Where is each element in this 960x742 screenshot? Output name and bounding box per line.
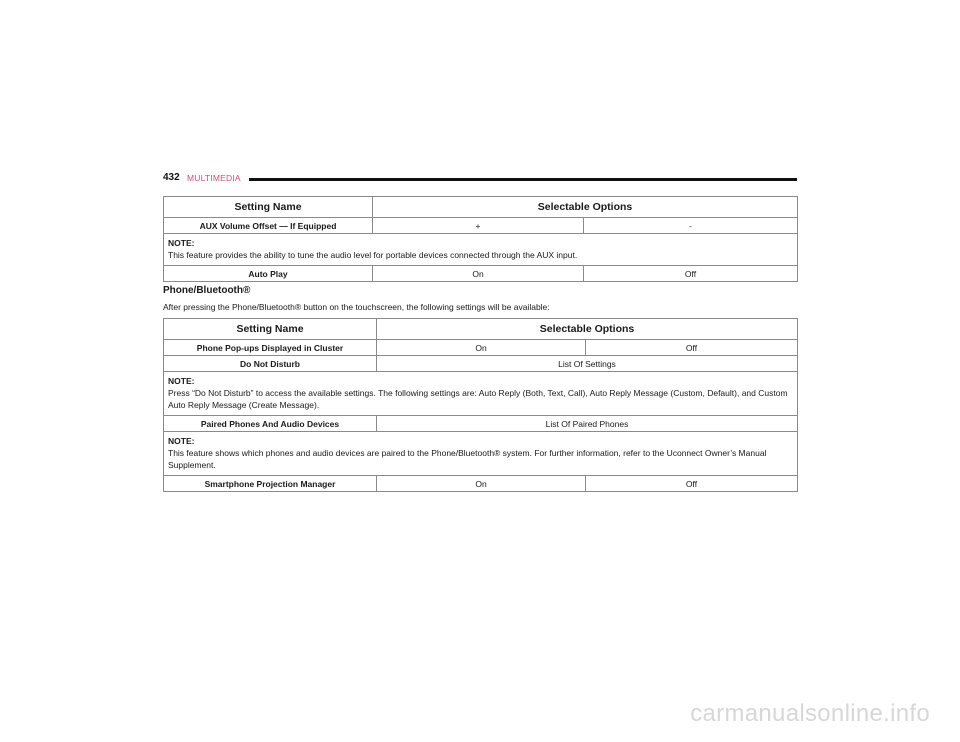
table-row [164,266,798,282]
note-cell [164,234,798,266]
option-cell: + [373,218,584,234]
table-row [164,356,798,372]
note-row [164,234,798,266]
option-cell: List Of Settings [377,356,798,372]
column-header-selectable-options: Selectable Options [377,319,798,340]
note-label: NOTE: [168,376,195,386]
setting-name-cell: Auto Play [164,266,373,282]
note-cell [164,432,798,476]
note-text: This feature provides the ability to tune the audio level for portable devices connected through the AUX input. [168,250,578,260]
option-cell: Off [586,340,798,356]
setting-name-cell: Paired Phones And Audio Devices [164,416,377,432]
table-row [164,416,798,432]
setting-name-cell: Smartphone Projection Manager [164,476,377,492]
note-text: Press “Do Not Disturb” to access the available settings. The following settings are: Auto Reply (Both, Text, Call), Auto Reply Message (Custom, Default), and Custom Auto Reply Message (Create Message). [168,388,788,410]
note-label: NOTE: [168,238,195,248]
setting-name-cell: AUX Volume Offset — If Equipped [164,218,373,234]
page-header [163,172,797,186]
option-cell: On [377,340,586,356]
option-cell: - [584,218,798,234]
note-cell [164,372,798,416]
table-header-row [164,197,798,218]
option-cell: Off [584,266,798,282]
note-row [164,432,798,476]
section-title: MULTIMEDIA [187,173,241,183]
option-cell: On [373,266,584,282]
watermark: carmanualsonline.info [690,700,930,727]
table-row [164,340,798,356]
option-cell: On [377,476,586,492]
column-header-setting-name: Setting Name [164,197,373,218]
column-header-selectable-options: Selectable Options [373,197,798,218]
option-cell: Off [586,476,798,492]
note-row [164,372,798,416]
settings-table-audio [163,196,798,282]
table-header-row [164,319,798,340]
page-number: 432 [163,172,180,183]
setting-name-cell: Phone Pop-ups Displayed in Cluster [164,340,377,356]
section-heading: Phone/Bluetooth® [163,285,251,296]
column-header-setting-name: Setting Name [164,319,377,340]
table-row [164,218,798,234]
header-rule [249,178,797,181]
note-label: NOTE: [168,436,195,446]
note-text: This feature shows which phones and audio devices are paired to the Phone/Bluetooth® system. For further information, refer to the Uconnect Owner’s Manual Supplement. [168,448,767,470]
setting-name-cell: Do Not Disturb [164,356,377,372]
section-intro-text: After pressing the Phone/Bluetooth® button on the touchscreen, the following settings will be available: [163,302,550,312]
option-cell: List Of Paired Phones [377,416,798,432]
settings-table-phone-bluetooth [163,318,798,492]
table-row [164,476,798,492]
